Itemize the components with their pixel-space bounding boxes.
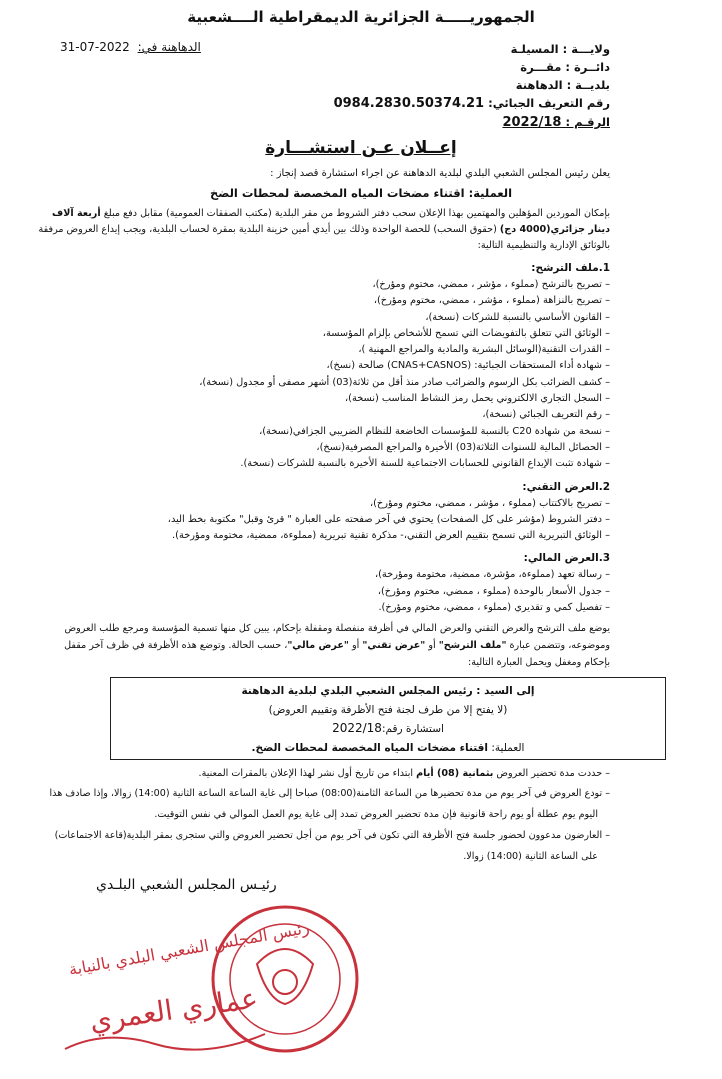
envelope-term: "عرض مالي" (287, 640, 349, 652)
operation-label: العملية: (468, 186, 513, 200)
envelope-text: ، حسب الحالة. وتوضع هذه الأظرفة في ظرف آخر مقفل بإحكام ومغفل ويحمل العبارة التالية: (64, 640, 610, 669)
official-stamp-and-signature (25, 899, 365, 1069)
list-item: – رسالة تعهد (مملوءة، مؤشرة، ممضية، مختومة ومؤرخة)، (36, 567, 610, 583)
operation-text: اقتناء مضخات المياه المخصصة لمحطات الضخ (209, 186, 465, 200)
operation (36, 186, 686, 200)
candidacy-list (36, 277, 610, 473)
paragraph-amount: أربعة آلاف دينار جزائري(4000 دج) (52, 208, 610, 235)
box-to: إلى السيد : رئيس المجلس الشعبي البلدي لبلدية الدهاهنة (241, 685, 535, 698)
paragraph-text: بإمكان الموردين المؤهلين والمهتمين بهذا الإعلان سحب دفتر الشروط من مقر البلدية (مكتب الصفقات العمومية) مقابل دفع مبلغ (103, 208, 610, 219)
deadline-bullets (36, 764, 610, 867)
list-item: – تفصيل كمي و تقديري (مملوء ، ممضي، مختوم ومؤرخ). (36, 600, 610, 616)
list-item: – تصريح بالاكتتاب (مملوء ، مؤشر ، ممضي، مختوم ومؤرخ)، (36, 496, 610, 512)
envelope-or: أو (352, 640, 360, 652)
list-item: – كشف الضرائب بكل الرسوم والضرائب صادر منذ أقل من ثلاثة(03) أشهر مصفى أو مجدول (نسخة)، (36, 375, 610, 391)
list-item: – شهادة أداء المستحقات الجبائية: (CNAS+CASNOS) صالحة (نسخ)، (36, 358, 610, 374)
bullet-text: حددت مدة تحضير العروض (496, 768, 603, 780)
envelope-paragraph (36, 620, 610, 671)
paragraph-rest: (حقوق السحب) للحصة الواحدة وذلك بين أيدي أمين خزينة البلدية بمقرة لحساب البلدية، ويجب إيداع العروض مرفقة بالوثائق الإدارية والتنظيمية التالية: (38, 224, 610, 251)
reference (334, 113, 610, 132)
republic-header: الجمهوريـــــة الجزائرية الديمقراطية الــــشعبية (187, 8, 535, 26)
list-item: – الوثائق التبريرية التي تسمح بتقييم العرض التقني،- مذكرة تقنية تبريرية (مملوءة، ممضية، مختومة ومؤرخة). (36, 528, 610, 544)
bullet-text: العارضون مدعوون لحضور جلسة فتح الأظرفة التي تكون في آخر يوم من أجل تحضير العروض والتي ستجرى بمقر البلدية(قاعة الاجتماعات) على الساعة الثانية (14:00) زوالا. (54, 830, 603, 863)
wilaya: ولايـــة : المسيلـة (510, 42, 610, 56)
intro-text: يعلن رئيس المجلس الشعبي البلدي لبلدية الدهاهنة عن اجراء استشارة قصد إنجاز : (270, 168, 610, 179)
list-item: – الوثائق التي تتعلق بالتفويضات التي تسمح للأشخاص بإلزام المؤسسة، (36, 326, 610, 342)
ref-label: الرقـم : (565, 115, 610, 129)
envelope-box (110, 677, 666, 760)
baladia: بلديــة : الدهاهنة (515, 78, 610, 92)
envelope-text: يوضع ملف الترشح والعرض التقني والعرض المالي في أظرفة منفصلة ومقفلة بإحكام، يبين كل منها تسمية المؤسسة ومرجع طلب العروض وموضوعه، وتتضمن عبارة (64, 623, 610, 652)
date-value: 2022-07-31 (60, 40, 130, 54)
place-date-label: الدهاهنة في: (137, 40, 201, 54)
box-consult (111, 719, 665, 739)
consult-number: 2022/18 (332, 721, 382, 736)
section-title: 3.العرض المالي: (523, 552, 610, 565)
signature-area (0, 899, 722, 1069)
bullet-text: ابتداء من تاريخ أول نشر لهذا الإعلان بالمقرات المعنية. (198, 768, 414, 780)
list-item: – جدول الأسعار بالوحدة (مملوء ، ممضي، مختوم ومؤرخ)، (36, 584, 610, 600)
financial-list (36, 567, 610, 616)
ref-value: 2022/18 (502, 115, 562, 130)
svg-text:عماري العمري: عماري العمري (87, 981, 260, 1039)
bullet-bold: بثمانية (08) أيام (416, 768, 494, 780)
list-item: – تصريح بالنزاهة (مملوء ، مؤشر ، ممضي، مختوم ومؤرخ)، (36, 293, 610, 309)
list-item: – نسخة من شهادة C20 بالنسبة للمؤسسات الخاضعة للنظام الضريبي الجزافي(نسخة)، (36, 424, 610, 440)
conditions-paragraph (36, 206, 610, 254)
tax-id-label: رقم التعريف الجبائي: (488, 96, 610, 110)
tax-id (334, 94, 610, 113)
box-op-label: العملية: (491, 741, 525, 754)
issuer-block (334, 40, 610, 132)
list-item: – القانون الأساسي بالنسبة للشركات (نسخة)، (36, 310, 610, 326)
tax-id-value: 0984.2830.50374.21 (333, 96, 485, 111)
top-row (36, 40, 610, 132)
list-item: – الحصائل المالية للسنوات الثلاثة(03) الأخيرة والمراجع المصرفية(نسخ)، (36, 440, 610, 456)
envelope-term: "عرض تقني" (362, 640, 426, 652)
list-item: – السجل التجاري الالكتروني يحمل رمز النشاط المناسب (نسخة)، (36, 391, 610, 407)
section-title: 1.ملف الترشح: (531, 262, 610, 274)
section-title: 2.العرض التقني: (522, 480, 610, 493)
document-title: إعــلان عـن استشـــارة (265, 138, 457, 158)
bullet-text: تودع العروض في آخر يوم من مدة تحضيرها من الساعة الثامنة(08:00) صباحا إلى غاية الساعة الساعة الثانية (14:00) زوالا، وإذا صادف هذا اليوم يوم عطلة أو يوم راحة قانونية فإن مدة تحضير العروض تمدد إلى غاية يوم العمل الموالي في نفس التوقيت. (49, 788, 603, 821)
envelope-or: أو (428, 640, 436, 652)
box-operation (111, 739, 665, 758)
list-item: – دفتر الشروط (مؤشر على كل الصفحات) يحتوي في آخر صفحته على العبارة " قرئ وقبل" مكتوبة بخط اليد، (36, 512, 610, 528)
box-op-text: اقتناء مضخات المياه المخصصة لمحطات الضخ. (251, 741, 489, 754)
envelope-term: "ملف الترشح" (438, 640, 507, 652)
svg-text:رئيس المجلس الشعبي البلدي بالن: رئيس المجلس الشعبي البلدي بالنيابة (67, 918, 311, 980)
bullet (36, 783, 610, 825)
list-item: – شهادة تثبت الإيداع القانوني للحسابات الاجتماعية للسنة الأخيرة بالنسبة للشركات (نسخة). (36, 456, 610, 472)
box-note: (لا يفتح إلا من طرف لجنة فتح الأظرفة وتقييم العروض) (268, 703, 508, 716)
list-item: – القدرات التقنية(الوسائل البشرية والمادية والمراجع المهنية )، (36, 342, 610, 358)
place-date (60, 40, 201, 54)
bullet (36, 825, 610, 867)
daira: دائــرة : مقـــرة (520, 60, 610, 74)
list-item: – تصريح بالترشح (مملوء ، مؤشر ، ممضي، مختوم ومؤرخ)، (36, 277, 610, 293)
technical-list (36, 496, 610, 545)
consult-label: استشارة رقم: (381, 723, 444, 736)
signature-title: رئيـس المجلس الشعبي البلـدي (96, 877, 277, 894)
bullet (36, 764, 610, 783)
list-item: – رقم التعريف الجبائي (نسخة)، (36, 407, 610, 423)
